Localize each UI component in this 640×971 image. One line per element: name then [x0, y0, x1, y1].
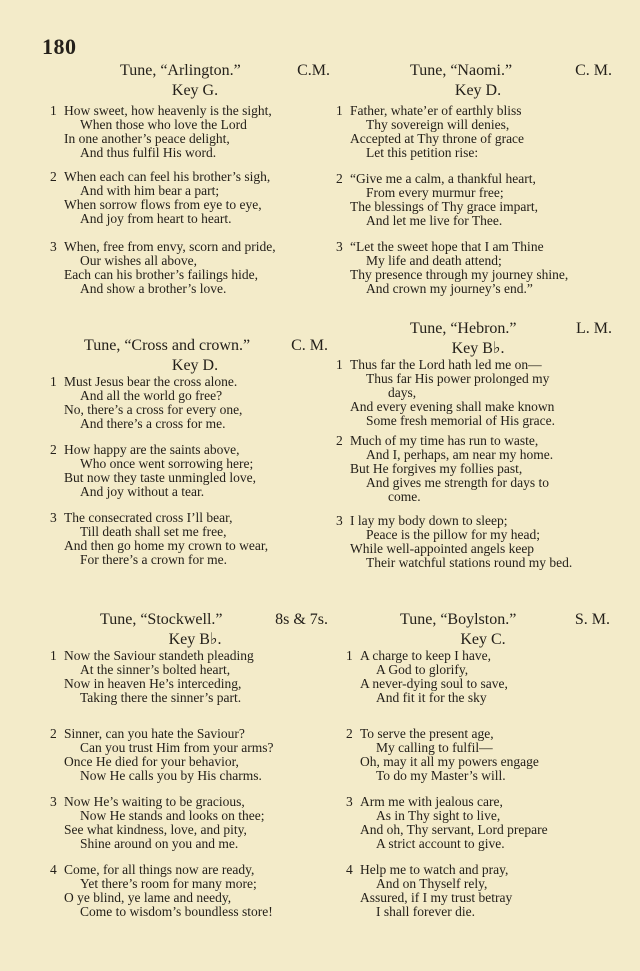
- hymn-key: Key D.: [171, 357, 219, 374]
- verse-line: Come to wisdom’s boundless store!: [80, 904, 273, 919]
- stanza-number: 1: [336, 357, 343, 372]
- stanza-number: 3: [336, 239, 343, 254]
- verse-line: My life and death attend;: [366, 253, 502, 268]
- verse-line: From every murmur free;: [366, 185, 504, 200]
- verse-line: Thy sovereign will denies,: [366, 117, 510, 132]
- stanza: [346, 649, 620, 705]
- verse-line: While well-appointed angels keep: [350, 541, 535, 556]
- verse-line: Now the Saviour standeth pleading: [64, 648, 254, 663]
- hymn-key: Key B♭.: [451, 340, 505, 357]
- stanza: [50, 511, 340, 567]
- verse-line: I lay my body down to sleep;: [350, 513, 508, 528]
- verse-line: The blessings of Thy grace impart,: [350, 199, 538, 214]
- verse-line: When sorrow flows from eye to eye,: [64, 197, 262, 212]
- verse-line: The consecrated cross I’ll bear,: [64, 510, 233, 525]
- verse-line: In one another’s peace delight,: [64, 131, 230, 146]
- verse-line: Thus far the Lord hath led me on—: [350, 357, 542, 372]
- stanza-number: 2: [336, 433, 343, 448]
- verse-line: And show a brother’s love.: [80, 281, 227, 296]
- meter: S. M.: [574, 611, 610, 628]
- verse-line: A never-dying soul to save,: [360, 676, 508, 691]
- verse-line: And thus fulfil His word.: [80, 145, 217, 160]
- stanza-number: 2: [50, 169, 57, 184]
- verse-line: Much of my time has run to waste,: [350, 433, 539, 448]
- meter: 8s & 7s.: [275, 611, 328, 628]
- verse-line: Sinner, can you hate the Saviour?: [64, 726, 245, 741]
- hymn-key: Key C.: [460, 631, 506, 648]
- stanza: [346, 863, 620, 919]
- verse-line: Can you trust Him from your arms?: [80, 740, 274, 755]
- verse-line: days,: [388, 385, 417, 400]
- tune-name: Tune, “Cross and crown.”: [84, 337, 251, 354]
- verse-line: Each can his brother’s failings hide,: [64, 267, 258, 282]
- verse-line: Thy presence through my journey shine,: [350, 267, 569, 282]
- verse-line: And gives me strength for days to: [366, 475, 549, 490]
- tune-name: Tune, “Boylston.”: [400, 611, 517, 628]
- stanza: [336, 434, 620, 504]
- tune-name: Tune, “Arlington.”: [120, 62, 241, 79]
- verse-line: And I, perhaps, am near my home.: [366, 447, 554, 462]
- verse-line: And there’s a cross for me.: [80, 416, 226, 431]
- verse-line: How happy are the saints above,: [64, 442, 240, 457]
- stanza-number: 2: [346, 726, 353, 741]
- verse-line: My calling to fulfil—: [376, 740, 493, 755]
- stanza-number: 3: [50, 510, 57, 525]
- verse-line: To do my Master’s will.: [376, 768, 506, 783]
- verse-line: As in Thy sight to live,: [376, 808, 501, 823]
- stanza-number: 2: [50, 442, 57, 457]
- verse-line: Now He calls you by His charms.: [80, 768, 262, 783]
- verse-line: And joy from heart to heart.: [80, 211, 232, 226]
- verse-line: Taking there the sinner’s part.: [80, 690, 242, 705]
- meter: C. M.: [291, 337, 328, 354]
- verse-line: “Let the sweet hope that I am Thine: [350, 239, 544, 254]
- verse-line: But now they taste unmingled love,: [64, 470, 256, 485]
- verse-line: No, there’s a cross for every one,: [64, 402, 243, 417]
- stanza: [50, 375, 340, 431]
- verse-line: Help me to watch and pray,: [360, 862, 509, 877]
- stanza: [336, 240, 620, 296]
- tune-name: Tune, “Stockwell.”: [100, 611, 223, 628]
- stanza-number: 4: [50, 862, 57, 877]
- verse-line: I shall forever die.: [376, 904, 475, 919]
- verse-line: To serve the present age,: [360, 726, 494, 741]
- stanza-number: 1: [50, 648, 57, 663]
- verse-line: Arm me with jealous care,: [360, 794, 503, 809]
- verse-line: Till death shall set me free,: [80, 524, 227, 539]
- verse-line: Now He stands and looks on thee;: [80, 808, 265, 823]
- stanza-number: 4: [346, 862, 353, 877]
- verse-line: A strict account to give.: [376, 836, 505, 851]
- stanza: [50, 727, 340, 783]
- stanza-number: 1: [50, 374, 57, 389]
- verse-line: Once He died for your behavior,: [64, 754, 239, 769]
- stanza-number: 2: [50, 726, 57, 741]
- verse-line: Who once went sorrowing here;: [80, 456, 254, 471]
- stanza: [346, 795, 620, 851]
- verse-line: And fit it for the sky: [376, 690, 487, 705]
- stanza: [50, 863, 340, 919]
- verse-line: Oh, may it all my powers engage: [360, 754, 539, 769]
- verse-line: At the sinner’s bolted heart,: [80, 662, 231, 677]
- verse-line: Now He’s waiting to be gracious,: [64, 794, 245, 809]
- tune-name: Tune, “Naomi.”: [410, 62, 513, 79]
- verse-line: Shine around on you and me.: [80, 836, 239, 851]
- stanza: [336, 172, 620, 228]
- verse-line: When those who love the Lord: [80, 117, 247, 132]
- page-number: 180: [42, 34, 77, 59]
- stanza: [336, 358, 620, 428]
- verse-line: Father, whate’er of earthly bliss: [350, 103, 522, 118]
- verse-line: Our wishes all above,: [80, 253, 197, 268]
- stanza-number: 1: [336, 103, 343, 118]
- verse-line: And oh, Thy servant, Lord prepare: [360, 822, 548, 837]
- stanza: [50, 104, 340, 160]
- stanza-number: 1: [346, 648, 353, 663]
- verse-line: Yet there’s room for many more;: [80, 876, 257, 891]
- stanza: [50, 443, 340, 499]
- stanza: [50, 795, 340, 851]
- verse-line: Now in heaven He’s interceding,: [64, 676, 242, 691]
- verse-line: Let this petition rise:: [366, 145, 479, 160]
- stanza-number: 3: [346, 794, 353, 809]
- hymn-key: Key D.: [454, 82, 502, 99]
- verse-line: When each can feel his brother’s sigh,: [64, 169, 271, 184]
- verse-line: See what kindness, love, and pity,: [64, 822, 247, 837]
- verse-line: Their watchful stations round my bed.: [366, 555, 573, 570]
- verse-line: A God to glorify,: [376, 662, 469, 677]
- verse-line: Come, for all things now are ready,: [64, 862, 255, 877]
- verse-line: And joy without a tear.: [80, 484, 205, 499]
- meter: C. M.: [575, 62, 612, 79]
- stanza-number: 3: [50, 794, 57, 809]
- stanza: [336, 104, 620, 160]
- verse-line: O ye blind, ye lame and needy,: [64, 890, 232, 905]
- verse-line: For there’s a crown for me.: [80, 552, 227, 567]
- verse-line: A charge to keep I have,: [360, 648, 491, 663]
- verse-line: Thus far His power prolonged my: [366, 371, 550, 386]
- stanza-number: 1: [50, 103, 57, 118]
- verse-line: “Give me a calm, a thankful heart,: [350, 171, 536, 186]
- hymn-key: Key B♭.: [168, 631, 222, 648]
- stanza-number: 3: [50, 239, 57, 254]
- verse-line: Accepted at Thy throne of grace: [350, 131, 525, 146]
- stanza-number: 2: [336, 171, 343, 186]
- tune-name: Tune, “Hebron.”: [410, 320, 517, 337]
- verse-line: come.: [388, 489, 421, 504]
- verse-line: And with him bear a part;: [80, 183, 220, 198]
- verse-line: And let me live for Thee.: [366, 213, 503, 228]
- stanza-number: 3: [336, 513, 343, 528]
- verse-line: Assured, if I my trust betray: [360, 890, 513, 905]
- stanza: [50, 240, 340, 296]
- verse-line: When, free from envy, scorn and pride,: [64, 239, 276, 254]
- verse-line: How sweet, how heavenly is the sight,: [64, 103, 272, 118]
- stanza: [50, 170, 340, 226]
- verse-line: And every evening shall make known: [350, 399, 555, 414]
- stanza: [336, 514, 620, 570]
- verse-line: And on Thyself rely,: [376, 876, 488, 891]
- hymn-key: Key G.: [171, 82, 219, 99]
- verse-line: Must Jesus bear the cross alone.: [64, 374, 238, 389]
- meter: C.M.: [297, 62, 330, 79]
- stanza: [50, 649, 340, 705]
- verse-line: And all the world go free?: [80, 388, 223, 403]
- verse-line: And then go home my crown to wear,: [64, 538, 269, 553]
- verse-line: Peace is the pillow for my head;: [366, 527, 540, 542]
- meter: L. M.: [576, 320, 612, 337]
- verse-line: And crown my journey’s end.”: [366, 281, 533, 296]
- verse-line: But He forgives my follies past,: [350, 461, 523, 476]
- stanza: [346, 727, 620, 783]
- verse-line: Some fresh memorial of His grace.: [366, 413, 555, 428]
